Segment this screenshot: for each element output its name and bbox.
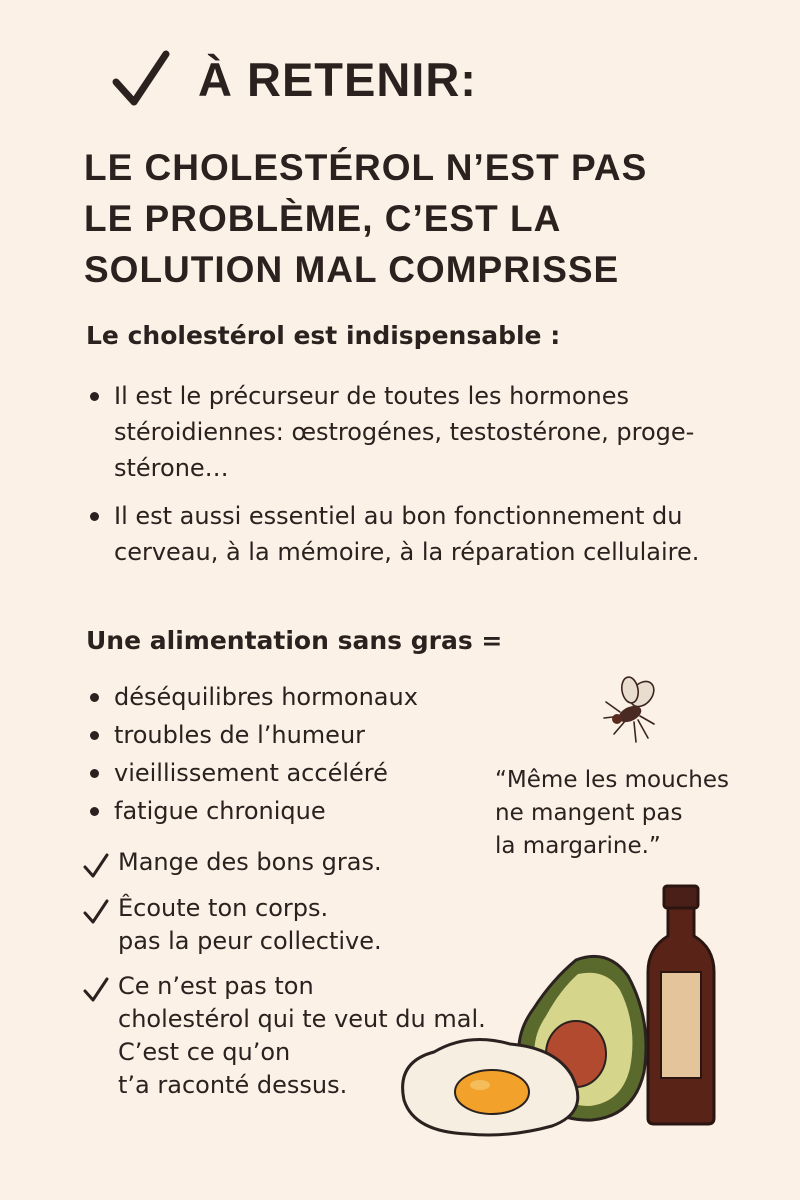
check-icon bbox=[110, 48, 172, 110]
section-title-fat-free-diet: Une alimentation sans gras = bbox=[86, 626, 503, 655]
headline-line: LE CHOLESTÉROL N’EST PAS bbox=[84, 147, 648, 188]
check-icon bbox=[82, 976, 110, 1004]
oil-bottle-icon bbox=[648, 886, 714, 1124]
list-item: troubles de l’humeur bbox=[86, 716, 486, 754]
checklist-text: Ce n’est pas ton bbox=[118, 972, 314, 1000]
checklist-text: Mange des bons gras. bbox=[118, 848, 382, 876]
checklist-text: t’a raconté dessus. bbox=[118, 1071, 348, 1099]
cholesterol-bullet-list bbox=[86, 378, 726, 582]
check-icon bbox=[82, 852, 110, 880]
quote-line: ne mangent pas bbox=[495, 800, 683, 826]
list-item: vieillissement accéléré bbox=[86, 754, 486, 792]
list-item: Il est le précurseur de toutes les hormones stéroidiennes: œstrogénes, testostérone, proge-stérone… bbox=[86, 378, 726, 486]
consequences-bullet-list bbox=[86, 678, 486, 830]
list-item: déséquilibres hormonaux bbox=[86, 678, 486, 716]
list-item: Il est aussi essentiel au bon fonctionnement du cerveau, à la mémoire, à la réparation cellulaire. bbox=[86, 498, 726, 570]
headline-line: SOLUTION MAL COMPRISSE bbox=[84, 249, 620, 290]
header bbox=[110, 48, 477, 110]
check-icon bbox=[82, 898, 110, 926]
checklist-text: pas la peur collective. bbox=[118, 927, 382, 955]
page-title: À RETENIR: bbox=[198, 52, 477, 106]
checklist-item bbox=[82, 846, 542, 880]
checklist-text: Êcoute ton corps. bbox=[118, 894, 329, 922]
checklist-text: cholestérol qui te veut du mal. bbox=[118, 1005, 486, 1033]
headline bbox=[84, 142, 764, 295]
quote-line: “Même les mouches bbox=[495, 767, 730, 793]
checklist-text: C’est ce qu’on bbox=[118, 1038, 291, 1066]
list-item: fatigue chronique bbox=[86, 792, 486, 830]
fly-icon bbox=[596, 672, 676, 752]
food-illustration bbox=[396, 880, 726, 1140]
quote bbox=[495, 764, 729, 863]
section-title-cholesterol: Le cholestérol est indispensable : bbox=[86, 321, 561, 350]
quote-line: la margarine.” bbox=[495, 833, 661, 859]
headline-line: LE PROBLÈME, C’EST LA bbox=[84, 198, 562, 239]
